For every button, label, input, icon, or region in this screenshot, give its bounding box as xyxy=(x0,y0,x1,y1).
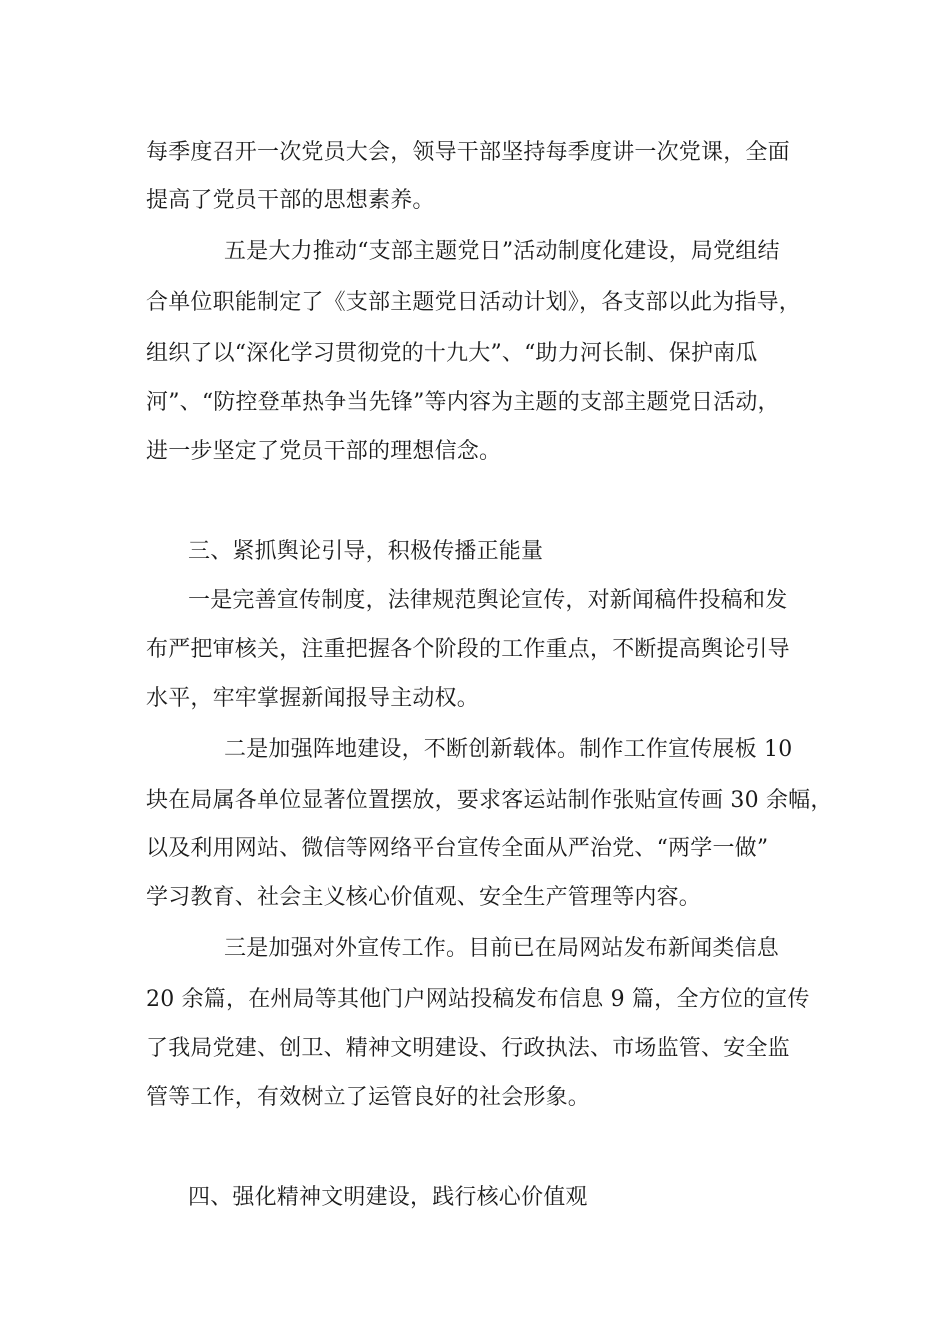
paragraph-line: 管等工作，有效树立了运管良好的社会形象。 xyxy=(146,1085,591,1110)
paragraph-line: 河”、“防控登革热争当先锋”等内容为主题的支部主题党日活动， xyxy=(146,390,780,415)
paragraph-line: 了我局党建、创卫、精神文明建设、行政执法、市场监管、安全监 xyxy=(146,1036,790,1061)
paragraph-line: 每季度召开一次党员大会，领导干部坚持每季度讲一次党课，全面 xyxy=(146,140,790,165)
paragraph-line: 一是完善宣传制度，法律规范舆论宣传，对新闻稿件投稿和发 xyxy=(188,588,788,613)
paragraph-line: 二是加强阵地建设，不断创新载体。制作工作宣传展板 10 xyxy=(224,737,793,762)
paragraph-line: 提高了党员干部的思想素养。 xyxy=(146,188,435,213)
paragraph-line: 水平，牢牢掌握新闻报导主动权。 xyxy=(146,686,480,711)
paragraph-line: 五是大力推动“支部主题党日”活动制度化建设，局党组结 xyxy=(224,239,780,264)
paragraph-line: 三是加强对外宣传工作。目前已在局网站发布新闻类信息 xyxy=(224,936,780,961)
paragraph-line: 布严把审核关，注重把握各个阶段的工作重点，不断提高舆论引导 xyxy=(146,637,790,662)
paragraph-line: 学习教育、社会主义核心价值观、安全生产管理等内容。 xyxy=(146,885,702,910)
section-heading: 四、强化精神文明建设，践行核心价值观 xyxy=(188,1185,588,1210)
paragraph-line: 进一步坚定了党员干部的理想信念。 xyxy=(146,439,502,464)
paragraph-line: 合单位职能制定了《支部主题党日活动计划》，各支部以此为指导， xyxy=(146,290,802,315)
paragraph-line: 20 余篇，在州局等其他门户网站投稿发布信息 9 篇，全方位的宣传 xyxy=(146,987,810,1012)
paragraph-line: 块在局属各单位显著位置摆放，要求客运站制作张贴宣传画 30 余幅， xyxy=(146,788,833,813)
paragraph-line: 组织了以“深化学习贯彻党的十九大”、“助力河长制、保护南瓜 xyxy=(146,341,758,366)
section-heading: 三、紧抓舆论引导，积极传播正能量 xyxy=(188,539,544,564)
paragraph-line: 以及利用网站、微信等网络平台宣传全面从严治党、“两学一做” xyxy=(146,836,769,861)
